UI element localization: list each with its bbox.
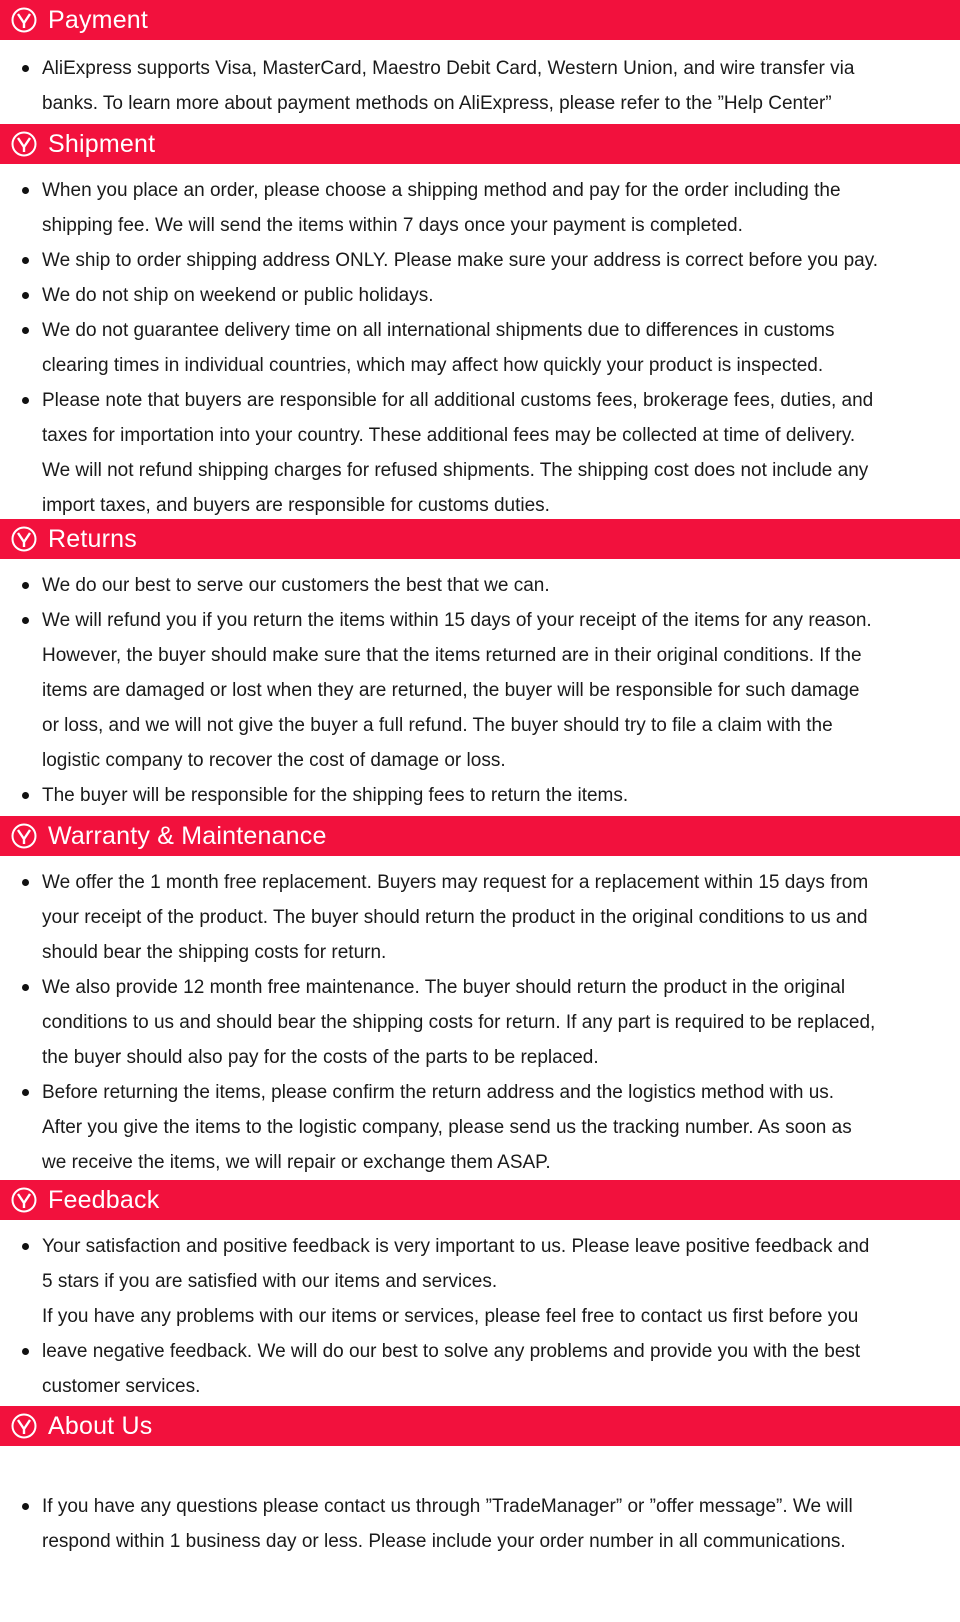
section-header-returns bbox=[0, 519, 960, 559]
section-title: Feedback bbox=[48, 1186, 160, 1214]
payment-list bbox=[0, 51, 960, 121]
line: However, the buyer should make sure that the items returned are in their original conditions. If the bbox=[42, 645, 862, 666]
list-item bbox=[0, 603, 960, 778]
warranty-list bbox=[0, 865, 960, 1180]
bullet-icon bbox=[22, 792, 29, 799]
bullet-icon bbox=[22, 187, 29, 194]
list-item bbox=[0, 1229, 960, 1299]
bullet-icon bbox=[22, 879, 29, 886]
line: We do not ship on weekend or public holidays. bbox=[42, 285, 434, 306]
line: we receive the items, we will repair or exchange them ASAP. bbox=[42, 1152, 551, 1173]
shipment-list bbox=[0, 173, 960, 523]
line: After you give the items to the logistic company, please send us the tracking number. As soon as bbox=[42, 1117, 852, 1138]
section-title: Returns bbox=[48, 525, 137, 553]
line: Please note that buyers are responsible for all additional customs fees, brokerage fees, duties, and bbox=[42, 390, 874, 411]
about-list bbox=[0, 1489, 960, 1559]
line: shipping fee. We will send the items within 7 days once your payment is completed. bbox=[42, 215, 743, 236]
line: We offer the 1 month free replacement. Buyers may request for a replacement within 15 days from bbox=[42, 872, 869, 893]
line: We also provide 12 month free maintenance. The buyer should return the product in the original bbox=[42, 977, 846, 998]
list-item bbox=[0, 313, 960, 383]
line: clearing times in individual countries, which may affect how quickly your product is inspected. bbox=[42, 355, 824, 376]
list-item bbox=[0, 173, 960, 243]
line: or loss, and we will not give the buyer a full refund. The buyer should try to file a claim with the bbox=[42, 715, 833, 736]
circle-v-icon bbox=[10, 1412, 38, 1440]
list-item bbox=[0, 243, 960, 278]
section-header-feedback bbox=[0, 1180, 960, 1220]
line: conditions to us and should bear the shipping costs for return. If any part is required to be replaced, bbox=[42, 1012, 876, 1033]
line: should bear the shipping costs for return. bbox=[42, 942, 387, 963]
line: 5 stars if you are satisfied with our items and services. bbox=[42, 1271, 498, 1292]
circle-v-icon bbox=[10, 1186, 38, 1214]
line: respond within 1 business day or less. Please include your order number in all communications. bbox=[42, 1531, 846, 1552]
section-header-payment bbox=[0, 0, 960, 40]
list-item bbox=[0, 865, 960, 970]
line: banks. To learn more about payment methods on AliExpress, please refer to the ”Help Center” bbox=[42, 93, 832, 114]
line: If you have any problems with our items or services, please feel free to contact us first before you bbox=[42, 1306, 859, 1327]
line: items are damaged or lost when they are returned, the buyer will be responsible for such damage bbox=[42, 680, 860, 701]
bullet-icon bbox=[22, 1503, 29, 1510]
circle-v-icon bbox=[10, 822, 38, 850]
bullet-icon bbox=[22, 617, 29, 624]
bullet-icon bbox=[22, 984, 29, 991]
circle-v-icon bbox=[10, 130, 38, 158]
section-title: Warranty & Maintenance bbox=[48, 822, 327, 850]
bullet-icon bbox=[22, 327, 29, 334]
section-title: Shipment bbox=[48, 130, 156, 158]
line: leave negative feedback. We will do our best to solve any problems and provide you with the best bbox=[42, 1341, 861, 1362]
section-header-shipment bbox=[0, 124, 960, 164]
list-item bbox=[0, 383, 960, 523]
bullet-icon bbox=[22, 1243, 29, 1250]
line: Before returning the items, please confirm the return address and the logistics method with us. bbox=[42, 1082, 835, 1103]
line: customer services. bbox=[42, 1376, 201, 1397]
line: We ship to order shipping address ONLY. Please make sure your address is correct before you pay. bbox=[42, 250, 879, 271]
list-item bbox=[0, 568, 960, 603]
bullet-icon bbox=[22, 65, 29, 72]
line: import taxes, and buyers are responsible for customs duties. bbox=[42, 495, 550, 516]
list-item bbox=[0, 1075, 960, 1180]
line: logistic company to recover the cost of damage or loss. bbox=[42, 750, 506, 771]
bullet-icon bbox=[22, 257, 29, 264]
bullet-icon bbox=[22, 292, 29, 299]
bullet-icon bbox=[22, 1348, 29, 1355]
list-item bbox=[0, 1299, 960, 1404]
section-title: Payment bbox=[48, 6, 149, 34]
bullet-icon bbox=[22, 582, 29, 589]
list-item bbox=[0, 51, 960, 121]
line: We will refund you if you return the items within 15 days of your receipt of the items for any reason. bbox=[42, 610, 872, 631]
line: AliExpress supports Visa, MasterCard, Maestro Debit Card, Western Union, and wire transfer via bbox=[42, 58, 855, 79]
line: If you have any questions please contact us through ”TradeManager” or ”offer message”. We will bbox=[42, 1496, 853, 1517]
list-item bbox=[0, 778, 960, 813]
feedback-list bbox=[0, 1229, 960, 1404]
section-header-about bbox=[0, 1406, 960, 1446]
line: your receipt of the product. The buyer should return the product in the original conditions to us and bbox=[42, 907, 868, 928]
returns-list bbox=[0, 568, 960, 813]
section-title: About Us bbox=[48, 1412, 153, 1440]
line: We do our best to serve our customers the best that we can. bbox=[42, 575, 550, 596]
line: We will not refund shipping charges for refused shipments. The shipping cost does not include any bbox=[42, 460, 869, 481]
list-item bbox=[0, 1489, 960, 1559]
list-item bbox=[0, 278, 960, 313]
line: We do not guarantee delivery time on all international shipments due to differences in customs bbox=[42, 320, 835, 341]
line: the buyer should also pay for the costs of the parts to be replaced. bbox=[42, 1047, 599, 1068]
line: The buyer will be responsible for the shipping fees to return the items. bbox=[42, 785, 629, 806]
line: When you place an order, please choose a shipping method and pay for the order including the bbox=[42, 180, 841, 201]
circle-v-icon bbox=[10, 6, 38, 34]
line: taxes for importation into your country. These additional fees may be collected at time of delivery. bbox=[42, 425, 856, 446]
bullet-icon bbox=[22, 397, 29, 404]
circle-v-icon bbox=[10, 525, 38, 553]
line: Your satisfaction and positive feedback is very important to us. Please leave positive feedback and bbox=[42, 1236, 870, 1257]
section-header-warranty bbox=[0, 816, 960, 856]
bullet-icon bbox=[22, 1089, 29, 1096]
list-item bbox=[0, 970, 960, 1075]
